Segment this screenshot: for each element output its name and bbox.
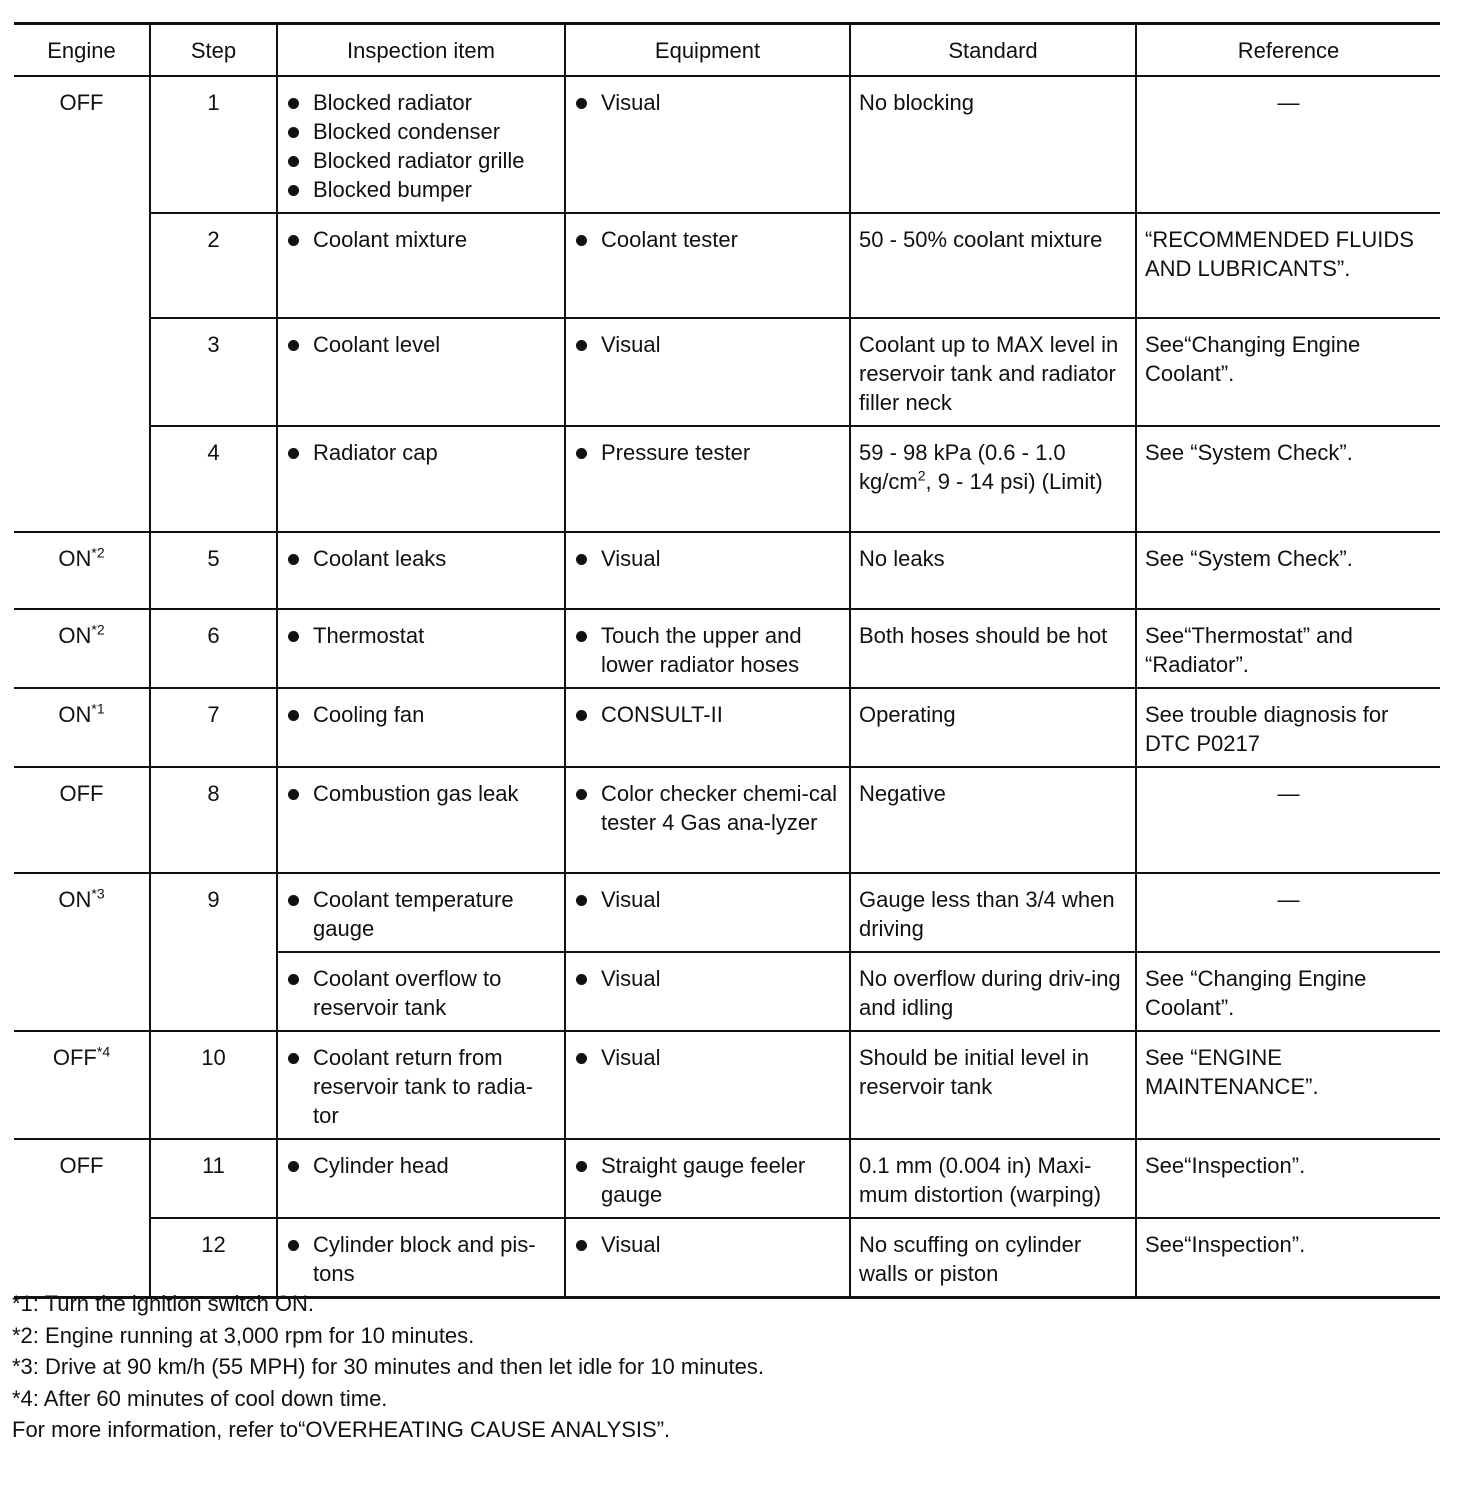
equipment-cell: Visual	[565, 1031, 850, 1139]
engine-cell: ON$^{*3}$	[14, 873, 150, 1031]
bullet-icon	[288, 98, 299, 109]
table-row	[14, 1139, 1440, 1218]
bullet-icon	[576, 1053, 587, 1064]
reference-cell: See “System Check”.	[1136, 532, 1440, 609]
engine-cell: ON$^{*1}$	[14, 688, 150, 767]
table-row	[14, 767, 1440, 873]
standard-cell: Gauge less than 3/4 when driving	[850, 873, 1136, 952]
engine-cell: OFF	[14, 76, 150, 532]
inspection-item-cell: Blocked radiator Blocked condenser Blocked radiator grille Blocked bumper	[277, 76, 565, 213]
step-cell: 6	[150, 609, 277, 688]
bullet-icon	[576, 895, 587, 906]
bullet-icon	[576, 631, 587, 642]
standard-cell: No scuffing on cylinder walls or piston	[850, 1218, 1136, 1298]
equipment-cell: Visual	[565, 76, 850, 213]
equipment-cell: CONSULT-II	[565, 688, 850, 767]
footnote: *4: After 60 minutes of cool down time.	[12, 1385, 388, 1411]
footnote: *2: Engine running at 3,000 rpm for 10 minutes.	[12, 1322, 475, 1348]
inspection-item-cell: Coolant mixture	[277, 213, 565, 318]
bullet-icon	[288, 235, 299, 246]
bullet-icon	[288, 554, 299, 565]
bullet-icon	[576, 1161, 587, 1172]
inspection-item-cell: Coolant temperature gauge	[277, 873, 565, 952]
table-row	[14, 76, 1440, 213]
step-cell: 3	[150, 318, 277, 426]
equipment-cell: Visual	[565, 873, 850, 952]
step-cell: 11	[150, 1139, 277, 1218]
table-row	[14, 1031, 1440, 1139]
table-header-row	[14, 24, 1440, 77]
footnote: *3: Drive at 90 km/h (55 MPH) for 30 minutes and then let idle for 10 minutes.	[12, 1354, 765, 1379]
equipment-cell: Color checker chemi-cal tester 4 Gas ana-lyzer	[565, 767, 850, 873]
footnote: For more information, refer to“OVERHEATING CAUSE ANALYSIS”.	[12, 1417, 671, 1442]
reference-cell: —	[1136, 76, 1440, 213]
bullet-icon	[288, 1161, 299, 1172]
bullet-icon	[288, 156, 299, 167]
header-engine: Engine	[14, 24, 150, 77]
engine-cell: OFF	[14, 1139, 150, 1298]
table-row	[14, 873, 1440, 952]
step-cell: 4	[150, 426, 277, 532]
engine-cell: ON$^{*2}$	[14, 532, 150, 609]
equipment-cell: Visual	[565, 532, 850, 609]
equipment-cell: Pressure tester	[565, 426, 850, 532]
bullet-icon	[576, 98, 587, 109]
bullet-icon	[288, 127, 299, 138]
inspection-item-cell: Coolant level	[277, 318, 565, 426]
equipment-cell: Visual	[565, 952, 850, 1031]
table-row	[14, 688, 1440, 767]
bullet-icon	[576, 235, 587, 246]
standard-cell: Negative	[850, 767, 1136, 873]
standard-cell: 59 - 98 kPa (0.6 - 1.0 $kg/cm^2$, 9 - 14 psi) (Limit)	[850, 426, 1136, 532]
inspection-item-cell: Combustion gas leak	[277, 767, 565, 873]
bullet-icon	[288, 631, 299, 642]
reference-cell: See “ENGINE MAINTENANCE”.	[1136, 1031, 1440, 1139]
equipment-cell: Visual	[565, 1218, 850, 1298]
bullet-icon	[576, 710, 587, 721]
engine-cell: OFF$^{*4}$	[14, 1031, 150, 1139]
standard-cell: Operating	[850, 688, 1136, 767]
step-cell: 12	[150, 1218, 277, 1298]
engine-cell: OFF	[14, 767, 150, 873]
inspection-item-cell: Coolant return from reservoir tank to radia-tor	[277, 1031, 565, 1139]
equipment-cell: Touch the upper and lower radiator hoses	[565, 609, 850, 688]
bullet-icon	[288, 1240, 299, 1251]
standard-cell: 0.1 mm (0.004 in) Maxi-mum distortion (warping)	[850, 1139, 1136, 1218]
table-row	[14, 318, 1440, 426]
bullet-icon	[576, 554, 587, 565]
inspection-item-cell: Cylinder head	[277, 1139, 565, 1218]
bullet-icon	[288, 710, 299, 721]
equipment-cell: Straight gauge feeler gauge	[565, 1139, 850, 1218]
step-cell: 7	[150, 688, 277, 767]
bullet-icon	[288, 185, 299, 196]
step-cell: 9	[150, 873, 277, 1031]
inspection-item-cell: Coolant overflow to reservoir tank	[277, 952, 565, 1031]
step-cell: 1	[150, 76, 277, 213]
standard-cell: No overflow during driv-ing and idling	[850, 952, 1136, 1031]
header-step: Step	[150, 24, 277, 77]
bullet-icon	[288, 974, 299, 985]
standard-cell: Both hoses should be hot	[850, 609, 1136, 688]
reference-cell: —	[1136, 767, 1440, 873]
reference-cell: See“Changing Engine Coolant”.	[1136, 318, 1440, 426]
footnotes	[12, 1288, 764, 1446]
inspection-item-cell: Radiator cap	[277, 426, 565, 532]
footnote: *1: Turn the ignition switch ON.	[12, 1291, 315, 1316]
standard-cell: 50 - 50% coolant mixture	[850, 213, 1136, 318]
reference-cell: See “Changing Engine Coolant”.	[1136, 952, 1440, 1031]
inspection-item-cell: Thermostat	[277, 609, 565, 688]
table-row	[14, 1218, 1440, 1298]
step-cell: 10	[150, 1031, 277, 1139]
header-standard: Standard	[850, 24, 1136, 77]
reference-cell: See“Inspection”.	[1136, 1218, 1440, 1298]
bullet-icon	[288, 789, 299, 800]
inspection-document	[14, 22, 1440, 1299]
inspection-table	[14, 22, 1440, 1299]
table-row	[14, 532, 1440, 609]
table-row	[14, 426, 1440, 532]
standard-cell: No blocking	[850, 76, 1136, 213]
bullet-icon	[288, 1053, 299, 1064]
standard-cell: No leaks	[850, 532, 1136, 609]
equipment-cell: Coolant tester	[565, 213, 850, 318]
bullet-icon	[576, 448, 587, 459]
step-cell: 8	[150, 767, 277, 873]
equipment-cell: Visual	[565, 318, 850, 426]
bullet-icon	[576, 974, 587, 985]
standard-cell: Coolant up to MAX level in reservoir tank and radiator filler neck	[850, 318, 1136, 426]
bullet-icon	[576, 1240, 587, 1251]
reference-cell: See“Inspection”.	[1136, 1139, 1440, 1218]
step-cell: 2	[150, 213, 277, 318]
bullet-icon	[576, 340, 587, 351]
bullet-icon	[288, 448, 299, 459]
engine-cell: ON$^{*2}$	[14, 609, 150, 688]
inspection-item-cell: Cooling fan	[277, 688, 565, 767]
header-equipment: Equipment	[565, 24, 850, 77]
reference-cell: See“Thermostat” and “Radiator”.	[1136, 609, 1440, 688]
inspection-item-cell: Cylinder block and pis-tons	[277, 1218, 565, 1298]
inspection-item-cell: Coolant leaks	[277, 532, 565, 609]
bullet-icon	[288, 340, 299, 351]
reference-cell: —	[1136, 873, 1440, 952]
step-cell: 5	[150, 532, 277, 609]
table-row	[14, 609, 1440, 688]
bullet-icon	[576, 789, 587, 800]
reference-cell: “RECOMMENDED FLUIDS AND LUBRICANTS”.	[1136, 213, 1440, 318]
standard-cell: Should be initial level in reservoir tank	[850, 1031, 1136, 1139]
header-inspection-item: Inspection item	[277, 24, 565, 77]
bullet-icon	[288, 895, 299, 906]
table-row	[14, 213, 1440, 318]
header-reference: Reference	[1136, 24, 1440, 77]
reference-cell: See trouble diagnosis for DTC P0217	[1136, 688, 1440, 767]
reference-cell: See “System Check”.	[1136, 426, 1440, 532]
